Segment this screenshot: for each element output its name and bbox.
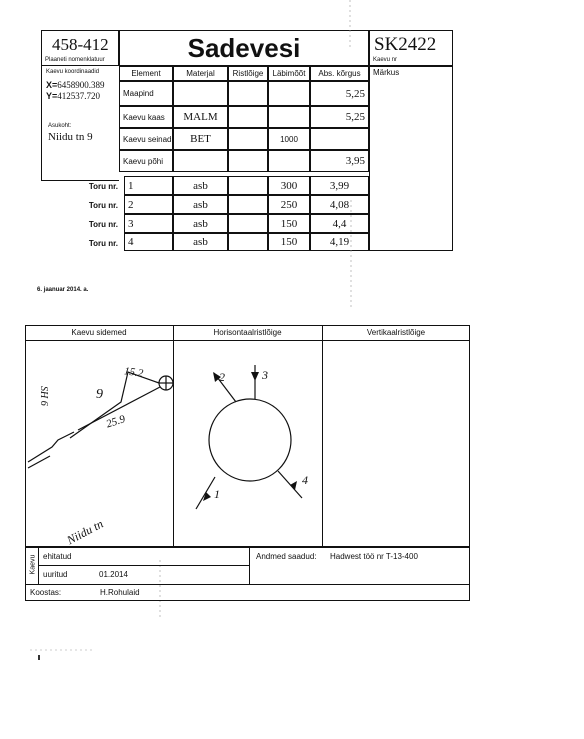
pipe-height: 4,08 — [310, 195, 369, 214]
row-material: MALM — [173, 106, 228, 128]
pipe-material: asb — [173, 214, 228, 233]
pipe-material: asb — [173, 233, 228, 251]
pipe-number: 2 — [219, 370, 225, 384]
source-label: Andmed saadud: — [256, 552, 317, 561]
surveyed-row — [39, 566, 250, 585]
sheet-id: 458-412 — [52, 35, 109, 54]
pipe-line — [196, 477, 215, 509]
footer-side-label: Kaevu — [29, 554, 37, 575]
pipe-arrow — [203, 492, 211, 501]
pipe-label: Toru nr. — [88, 220, 118, 229]
panel-title-horizontal: Horisontaalristlõige — [213, 328, 282, 337]
pipe-nr: 1 — [124, 176, 173, 195]
street-edge — [28, 456, 50, 468]
street-edge — [28, 432, 74, 462]
pipe-height: 3,99 — [310, 176, 369, 195]
pipe-nr: 2 — [124, 195, 173, 214]
coords-label: Kaevu koordinaadid — [46, 69, 100, 75]
built-label: ehitatud — [43, 552, 72, 561]
pipe-line — [278, 471, 302, 498]
nomenclature-label: Plaaneti nomenklatuur — [45, 57, 105, 63]
source-cell — [250, 547, 470, 585]
coord-x-value: 6458900.389 — [57, 80, 105, 90]
row-element: Kaevu seinad — [119, 128, 173, 150]
col-element: Element — [119, 66, 173, 81]
coord-x-label: X= — [46, 80, 58, 90]
source-value: Hadwest töö nr T-13-400 — [330, 552, 418, 561]
panel-title-connections: Kaevu sidemed — [71, 328, 127, 337]
col-height: Abs. kõrgus — [310, 66, 369, 81]
compiled-label: Koostas: — [30, 588, 62, 597]
row-height: 3,95 — [310, 150, 369, 172]
coord-y-value: 412537.720 — [57, 91, 101, 101]
row-material: BET — [173, 128, 228, 150]
coord-y-label: Y= — [46, 91, 58, 101]
pipe-label: Toru nr. — [88, 182, 118, 191]
location-value: Niidu tn 9 — [48, 131, 93, 143]
pipe-diameter: 300 — [268, 176, 310, 195]
date-note: 6. jaanuar 2014. a. — [37, 287, 89, 293]
pipe-material: asb — [173, 195, 228, 214]
row-height: 5,25 — [310, 81, 369, 106]
scan-mark — [38, 655, 40, 660]
built-row — [39, 547, 250, 566]
footer-side — [25, 547, 39, 585]
col-material: Materjal — [173, 66, 228, 81]
pipe-label: Toru nr. — [88, 201, 118, 210]
pipe-nr: 4 — [124, 233, 173, 251]
pipe-material: asb — [173, 176, 228, 195]
col-cross: Ristlõige — [228, 66, 268, 81]
pipe-number: 4 — [302, 473, 308, 487]
pipe-number: 1 — [214, 487, 220, 501]
well-circle — [209, 399, 291, 481]
compiled-value: H.Rohulaid — [100, 588, 140, 597]
pipe-height: 4,19 — [310, 233, 369, 251]
page-title: Sadevesi — [187, 33, 301, 63]
row-element: Maapind — [119, 81, 173, 106]
well-no-label: Kaevu nr — [373, 57, 398, 63]
pipe-number: 9 — [96, 387, 103, 402]
row-height: 5,25 — [310, 106, 369, 128]
length-label: 25.9 — [104, 413, 127, 431]
pipe-diameter: 250 — [268, 195, 310, 214]
compiled-row — [25, 585, 470, 601]
surveyed-value: 01.2014 — [99, 570, 128, 579]
pipe-diameter: 150 — [268, 233, 310, 251]
well-number: SK2422 — [374, 34, 437, 55]
location-label: Asukoht: — [48, 123, 72, 129]
row-element: Kaevu põhi — [119, 150, 173, 172]
pipe-label: Toru nr. — [88, 239, 118, 248]
pipe-nr: 3 — [124, 214, 173, 233]
length-label: 15.2 — [123, 365, 144, 380]
panel-title-vertical: Vertikaalristlõige — [366, 328, 426, 337]
surveyed-label: uuritud — [43, 570, 68, 579]
col-notes: Märkus — [373, 68, 400, 77]
row-element: Kaevu kaas — [119, 106, 173, 128]
pipe-arrow — [251, 372, 259, 381]
street-label: Niidu tn — [64, 516, 106, 548]
pipe-diameter: 150 — [268, 214, 310, 233]
row-diameter: 1000 — [268, 128, 310, 150]
side-label: SH 6 — [38, 386, 49, 406]
pipe-number: 3 — [262, 368, 268, 382]
col-diameter: Läbimõõt — [268, 66, 310, 81]
pipe-height: 4,4 — [310, 214, 369, 233]
